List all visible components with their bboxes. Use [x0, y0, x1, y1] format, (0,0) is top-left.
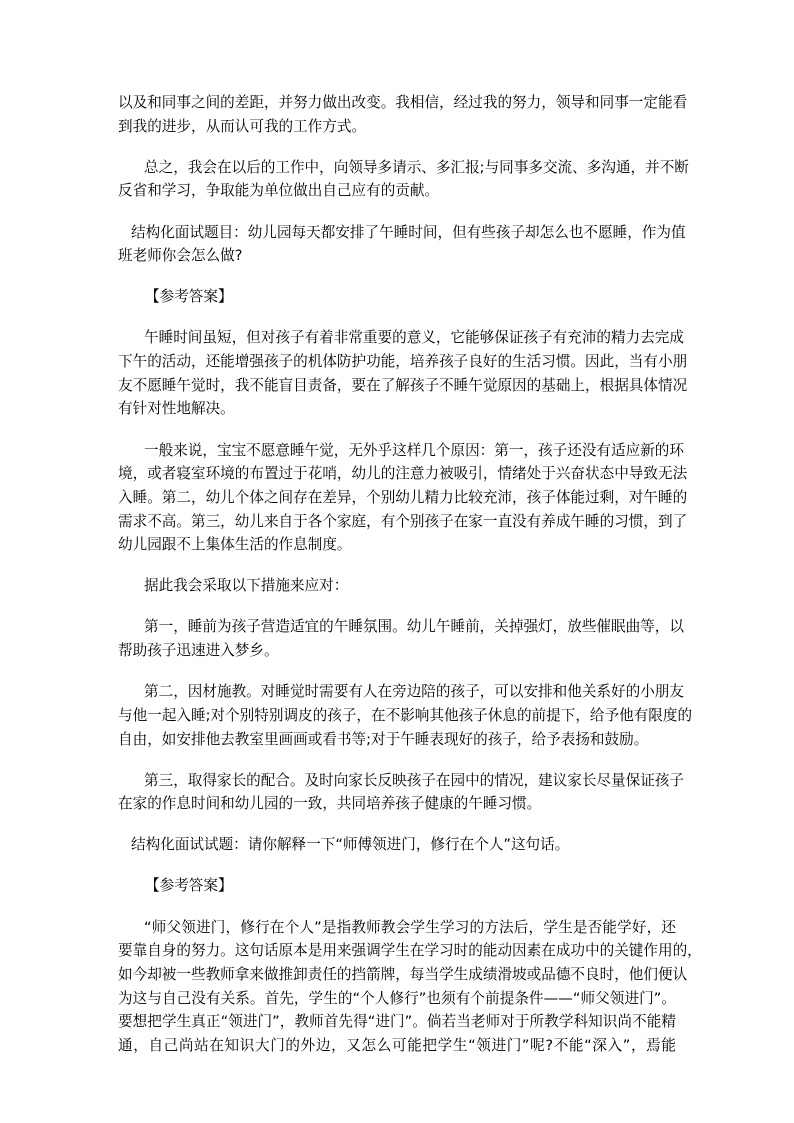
text-line: “师父领进门，修行在个人”是指教师教会学生学习的方法后，学生是否能学好，还 — [144, 918, 676, 936]
text-line: 如今却被一些教师拿来做推卸责任的挡箭牌，每当学生成绩滑坡或品德不良时，他们便认 — [118, 965, 688, 983]
text-line: 帮助孩子迅速进入梦乡。 — [118, 642, 279, 660]
paragraph — [118, 574, 676, 598]
text-line: 境，或者寝室环境的布置过于花哨，幼儿的注意力被吸引，情绪处于兴奋状态中导致无法 — [118, 465, 688, 483]
paragraph — [118, 91, 688, 138]
text-line: 反省和学习，争取能为单位做出自己应有的贡献。 — [118, 182, 440, 200]
text-line: 【参考答案】 — [145, 877, 233, 895]
paragraph — [118, 769, 684, 816]
paragraph — [118, 326, 688, 421]
paragraph — [118, 285, 676, 309]
text-line: 据此我会采取以下措施来应对： — [144, 577, 349, 595]
paragraph — [118, 680, 693, 751]
text-line: 总之，我会在以后的工作中，向领导多请示、多汇报;与同事多交流、多沟通，并不断 — [144, 158, 689, 176]
text-line: 结构化面试题目：幼儿园每天都安排了午睡时间，但有些孩子却怎么也不愿睡，作为值 — [131, 223, 686, 241]
text-line: 第二，因材施教。对睡觉时需要有人在旁边陪的孩子，可以安排和他关系好的小朋友 — [144, 683, 684, 701]
paragraph — [118, 156, 689, 203]
text-line: 到我的进步，从而认可我的工作方式。 — [118, 117, 367, 135]
document-body — [118, 91, 702, 1075]
paragraph — [118, 221, 686, 268]
text-line: 通，自己尚站在知识大门的外边，又怎么可能把学生“领进门”呢?不能“深入”，焉能 — [118, 1037, 676, 1054]
text-line: 班老师你会怎么做? — [118, 247, 243, 265]
text-line: 为这与自己没有关系。首先，学生的“个人修行”也须有个前提条件——“师父领进门”。 — [118, 989, 676, 1007]
text-line: 幼儿园跟不上集体生活的作息制度。 — [118, 536, 352, 554]
text-line: 下午的活动，还能增强孩子的机体防护功能，培养孩子良好的生活习惯。因此，当有小朋 — [118, 353, 688, 371]
text-line: 要想把学生真正“领进门”，教师首先得“进门”。倘若当老师对于所教学科知识尚不能精 — [118, 1013, 676, 1031]
text-line: 有针对性地解决。 — [118, 400, 235, 418]
text-line: 第一，睡前为孩子营造适宜的午睡氛围。幼儿午睡前，关掉强灯，放些催眠曲等，以 — [144, 618, 684, 636]
text-line: 入睡。第二，幼儿个体之间存在差异，个别幼儿精力比较充沛，孩子体能过剩，对午睡的 — [118, 488, 688, 506]
text-line: 午睡时间虽短，但对孩子有着非常重要的意义，它能够保证孩子有充沛的精力去完成 — [144, 329, 684, 347]
text-line: 友不愿睡午觉时，我不能盲目责备，要在了解孩子不睡午觉原因的基础上，根据具体情况 — [118, 376, 688, 394]
text-line: 第三，取得家长的配合。及时向家长反映孩子在园中的情况，建议家长尽量保证孩子 — [144, 771, 684, 789]
paragraph — [118, 916, 702, 1058]
text-line: 【参考答案】 — [145, 288, 233, 306]
text-line: 要靠自身的努力。这句话原本是用来强调学生在学习时的能动因素在成功中的关键作用的， — [118, 942, 702, 960]
text-line: 需求不高。第三，幼儿来自于各个家庭，有个别孩子在家一直没有养成午睡的习惯，到了 — [118, 512, 688, 530]
paragraph — [118, 615, 684, 662]
text-line: 自由，如安排他去教室里画画或看书等;对于午睡表现好的孩子，给予表扬和鼓励。 — [118, 730, 649, 748]
text-line: 以及和同事之间的差距，并努力做出改变。我相信，经过我的努力，领导和同事一定能看 — [118, 94, 688, 111]
paragraph — [118, 439, 688, 557]
text-line: 与他一起入睡;对个别特别调皮的孩子，在不影响其他孩子休息的前提下，给予他有限度的 — [118, 706, 693, 724]
paragraph — [118, 833, 676, 857]
paragraph — [118, 874, 676, 898]
text-line: 在家的作息时间和幼儿园的一致，共同培养孩子健康的午睡习惯。 — [118, 795, 542, 813]
text-line: 结构化面试试题：请你解释一下“师傅领进门，修行在个人”这句话。 — [131, 836, 570, 854]
text-line: 一般来说，宝宝不愿意睡午觉，无外乎这样几个原因：第一，孩子还没有适应新的环 — [144, 441, 684, 459]
